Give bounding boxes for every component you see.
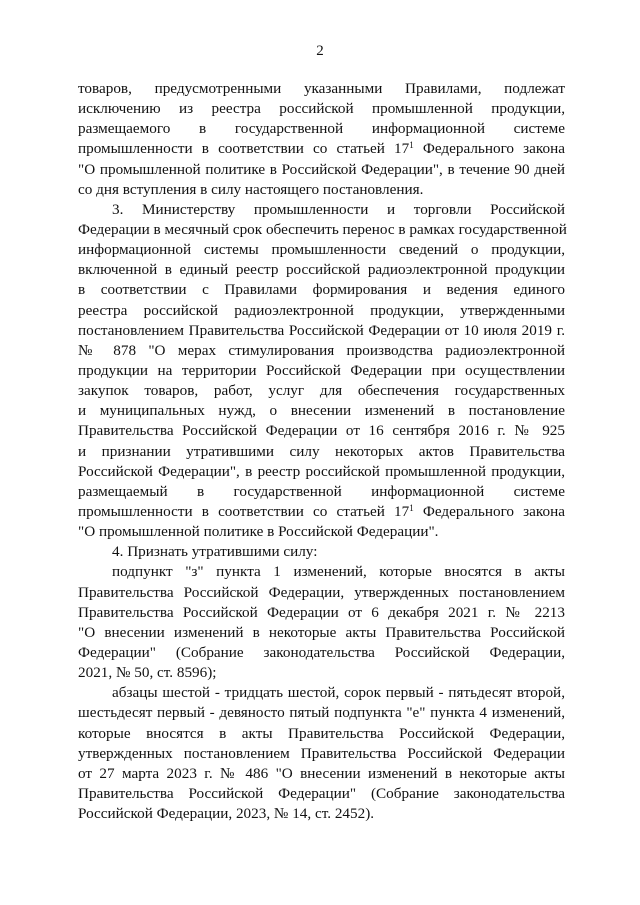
text-segment: промышленности в соответствии со статьей 17 [78, 502, 410, 520]
text-line: продукции на территории Российской Федерации при осуществлении [78, 361, 565, 379]
text-line: реестра российской радиоэлектронной продукции, утвержденными [78, 301, 565, 319]
text-line: Федерации в месячный срок обеспечить перенос в рамках государственной [78, 220, 567, 238]
text-line: подпункт "з" пункта 1 изменений, которые вносятся в акты [112, 563, 565, 581]
text-line: от 27 марта 2023 г. № 486 "О внесении изменений в некоторые акты [78, 764, 565, 782]
text-line: абзацы шестой - тридцать шестой, сорок первый - пятьдесят второй, [112, 684, 565, 702]
text-line: и муниципальных нужд, о внесении изменений в постановление [78, 402, 565, 420]
text-line: Правительства Российской Федерации от 16 сентября 2016 г. № 925 [78, 422, 565, 440]
text-line: со дня вступления в силу настоящего постановления. [78, 180, 424, 198]
text-line: "О промышленной политике в Российской Федерации". [78, 523, 439, 541]
text-line [78, 502, 565, 522]
text-line: Российской Федерации, 2023, № 14, ст. 2452). [78, 805, 375, 823]
text-line: Федерации" (Собрание законодательства Российской Федерации, [78, 643, 565, 661]
text-line: размещаемый в государственной информационной системе [78, 482, 565, 500]
text-line: утвержденных постановлением Правительства Российской Федерации [78, 744, 565, 762]
text-line: закупок товаров, работ, услуг для обеспечения государственных [78, 382, 565, 400]
text-segment: Федерального закона [413, 502, 565, 520]
text-line: исключению из реестра российской промышленной продукции, [78, 100, 565, 118]
text-line: которые вносятся в акты Правительства Российской Федерации, [78, 724, 565, 742]
text-line: Российской Федерации", в реестр российской промышленной продукции, [78, 462, 565, 480]
text-segment: Федерального закона [413, 140, 565, 158]
text-line: Правительства Российской Федерации от 6 декабря 2021 г. № 2213 [78, 603, 565, 621]
text-line: Правительства Российской Федерации, утвержденных постановлением [78, 583, 565, 601]
text-line: 3. Министерству промышленности и торговли Российской [112, 200, 565, 218]
text-line: включенной в единый реестр российской радиоэлектронной продукции [78, 261, 565, 279]
text-line: "О промышленной политике в Российской Федерации", в течение 90 дней [78, 160, 565, 178]
superscript: 1 [409, 140, 414, 151]
text-line: в соответствии с Правилами формирования и ведения единого [78, 281, 565, 299]
page-number: 2 [316, 43, 324, 59]
superscript: 1 [409, 502, 414, 513]
text-line: товаров, предусмотренными указанными Правилами, подлежат [78, 80, 565, 97]
text-segment: промышленности в соответствии со статьей 17 [78, 140, 410, 158]
text-line: "О внесении изменений в некоторые акты Правительства Российской [78, 623, 565, 641]
text-line: № 878 "О мерах стимулирования производства радиоэлектронной [78, 341, 565, 359]
text-line: размещаемого в государственной информационной системе [78, 120, 565, 138]
text-line: информационной системы промышленности сведений о продукции, [78, 241, 565, 259]
text-line: 2021, № 50, ст. 8596); [78, 664, 217, 682]
text-line: шестьдесят первый - девяносто пятый подпункта "е" пункта 4 изменений, [78, 704, 565, 722]
document-body [78, 79, 565, 824]
text-line: Правительства Российской Федерации" (Собрание законодательства [78, 784, 565, 802]
text-line: 4. Признать утратившими силу: [112, 543, 318, 561]
text-line: и признании утратившими силу некоторых актов Правительства [78, 442, 565, 460]
text-line: постановлением Правительства Российской Федерации от 10 июля 2019 г. [78, 321, 565, 339]
text-line [78, 139, 565, 159]
